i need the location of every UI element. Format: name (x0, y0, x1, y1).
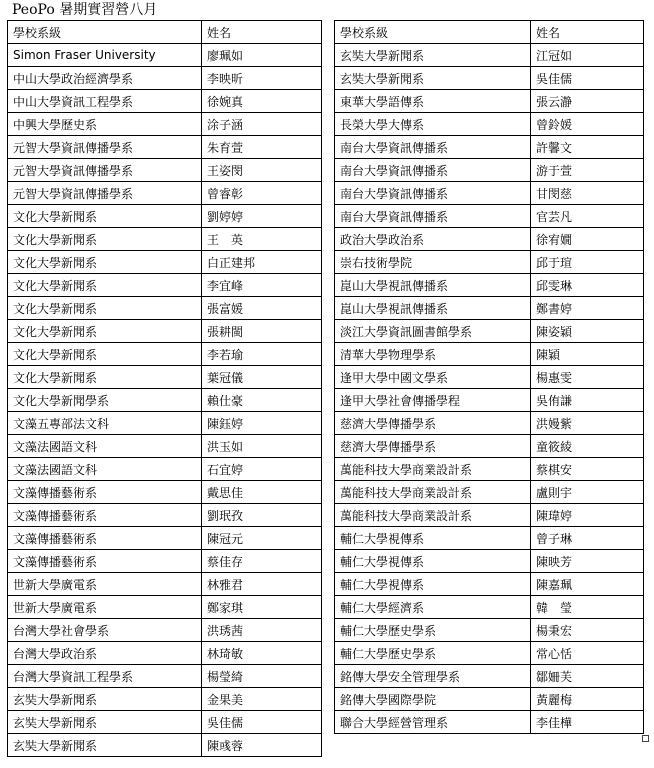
student-name-cell: 常心恬 (531, 642, 644, 665)
student-name-cell: 鄭家琪 (202, 596, 322, 619)
table-row (8, 113, 322, 136)
table-row (335, 297, 644, 320)
school-department-cell: 慈濟大學傳播學系 (335, 412, 531, 435)
left-roster-body (8, 21, 322, 757)
table-row (335, 711, 644, 734)
school-department-cell: 文化大學新聞系 (8, 320, 202, 343)
header-school-department: 學校系級 (8, 21, 202, 44)
school-department-cell: Simon Fraser University (8, 44, 202, 67)
school-department-cell: 南台大學資訊傳播系 (335, 136, 531, 159)
school-department-cell: 萬能科技大學商業設計系 (335, 481, 531, 504)
student-name-cell: 鄭書婷 (531, 297, 644, 320)
student-name-cell: 陳映芳 (531, 550, 644, 573)
school-department-cell: 輔仁大學經濟系 (335, 596, 531, 619)
student-name-cell: 李映昕 (202, 67, 322, 90)
school-department-cell: 台灣大學政治系 (8, 642, 202, 665)
student-name-cell: 王姿閔 (202, 159, 322, 182)
table-row (8, 159, 322, 182)
school-department-cell: 世新大學廣電系 (8, 596, 202, 619)
table-row (8, 136, 322, 159)
school-department-cell: 玄奘大學新聞系 (8, 688, 202, 711)
student-name-cell: 官芸凡 (531, 205, 644, 228)
school-department-cell: 萬能科技大學商業設計系 (335, 504, 531, 527)
school-department-cell: 文藻法國語文科 (8, 435, 202, 458)
school-department-cell: 文化大學新聞系 (8, 205, 202, 228)
student-name-cell: 洪玉如 (202, 435, 322, 458)
school-department-cell: 玄奘大學新聞系 (8, 711, 202, 734)
table-row (8, 688, 322, 711)
student-name-cell: 蔡佳存 (202, 550, 322, 573)
student-name-cell: 廖珮如 (202, 44, 322, 67)
table-row (8, 573, 322, 596)
table-row (8, 182, 322, 205)
header-name: 姓名 (202, 21, 322, 44)
table-row (335, 435, 644, 458)
student-name-cell: 曾子琳 (531, 527, 644, 550)
school-department-cell: 玄奘大學新聞系 (335, 67, 531, 90)
table-row (335, 343, 644, 366)
student-name-cell: 韓 瑩 (531, 596, 644, 619)
school-department-cell: 長榮大學大傳系 (335, 113, 531, 136)
table-row (8, 205, 322, 228)
student-name-cell: 邱雯琳 (531, 274, 644, 297)
school-department-cell: 元智大學資訊傳播學系 (8, 159, 202, 182)
student-name-cell: 楊惠雯 (531, 366, 644, 389)
school-department-cell: 崇右技術學院 (335, 251, 531, 274)
student-name-cell: 盧則宇 (531, 481, 644, 504)
student-name-cell: 曾睿彰 (202, 182, 322, 205)
header-name: 姓名 (531, 21, 644, 44)
table-row (335, 389, 644, 412)
table-row (335, 251, 644, 274)
student-name-cell: 李佳樺 (531, 711, 644, 734)
school-department-cell: 清華大學物理學系 (335, 343, 531, 366)
student-name-cell: 楊秉宏 (531, 619, 644, 642)
school-department-cell: 文藻傳播藝術系 (8, 550, 202, 573)
student-name-cell: 吳佳儒 (202, 711, 322, 734)
school-department-cell: 輔仁大學視傳系 (335, 573, 531, 596)
document-title: PeoPo 暑期實習營八月 (12, 2, 158, 18)
table-row (8, 251, 322, 274)
student-name-cell: 陳瑋婷 (531, 504, 644, 527)
student-name-cell: 江冠如 (531, 44, 644, 67)
table-row (8, 366, 322, 389)
student-name-cell: 戴思佳 (202, 481, 322, 504)
table-row (335, 596, 644, 619)
table-row (335, 274, 644, 297)
table-row (8, 619, 322, 642)
school-department-cell: 文藻五專部法文科 (8, 412, 202, 435)
table-row (8, 435, 322, 458)
student-name-cell: 吳侑謙 (531, 389, 644, 412)
table-row (8, 320, 322, 343)
table-row (335, 458, 644, 481)
table-row (335, 412, 644, 435)
school-department-cell: 世新大學廣電系 (8, 573, 202, 596)
table-row (335, 504, 644, 527)
student-name-cell: 陳鈺婷 (202, 412, 322, 435)
table-row (8, 90, 322, 113)
school-department-cell: 輔仁大學視傳系 (335, 527, 531, 550)
table-row (335, 44, 644, 67)
student-name-cell: 童筱綾 (531, 435, 644, 458)
school-department-cell: 文藻法國語文科 (8, 458, 202, 481)
school-department-cell: 文化大學新聞系 (8, 297, 202, 320)
table-row (335, 159, 644, 182)
school-department-cell: 政治大學政治系 (335, 228, 531, 251)
school-department-cell: 玄奘大學新聞系 (8, 734, 202, 757)
table-row (8, 389, 322, 412)
student-name-cell: 王 英 (202, 228, 322, 251)
student-name-cell: 李若瑜 (202, 343, 322, 366)
table-row (335, 366, 644, 389)
school-department-cell: 文化大學新聞系 (8, 366, 202, 389)
student-name-cell: 張富媛 (202, 297, 322, 320)
school-department-cell: 文藻傳播藝術系 (8, 527, 202, 550)
school-department-cell: 文化大學新聞系 (8, 274, 202, 297)
student-name-cell: 鄒姍芙 (531, 665, 644, 688)
school-department-cell: 慈濟大學傳播學系 (335, 435, 531, 458)
student-name-cell: 張耕閩 (202, 320, 322, 343)
student-name-cell: 徐宥嫺 (531, 228, 644, 251)
student-name-cell: 陳彧蓉 (202, 734, 322, 757)
student-name-cell: 涂子涵 (202, 113, 322, 136)
table-row (8, 527, 322, 550)
table-row (335, 642, 644, 665)
table-row (335, 481, 644, 504)
school-department-cell: 文化大學新聞系 (8, 251, 202, 274)
right-roster-body (335, 21, 644, 734)
school-department-cell: 崑山大學視訊傳播系 (335, 297, 531, 320)
table-row (8, 711, 322, 734)
table-row (8, 67, 322, 90)
student-name-cell: 楊瑩綺 (202, 665, 322, 688)
table-row (335, 90, 644, 113)
school-department-cell: 輔仁大學視傳系 (335, 550, 531, 573)
table-row (335, 688, 644, 711)
table-row (335, 67, 644, 90)
student-name-cell: 洪嫚紫 (531, 412, 644, 435)
table-row (335, 228, 644, 251)
table-row (335, 205, 644, 228)
school-department-cell: 中山大學資訊工程學系 (8, 90, 202, 113)
table-row (335, 182, 644, 205)
school-department-cell: 中興大學歷史系 (8, 113, 202, 136)
student-name-cell: 黃麗梅 (531, 688, 644, 711)
student-name-cell: 徐婉真 (202, 90, 322, 113)
school-department-cell: 逢甲大學社會傳播學程 (335, 389, 531, 412)
table-row (8, 734, 322, 757)
school-department-cell: 文化大學新聞系 (8, 343, 202, 366)
student-name-cell: 許馨文 (531, 136, 644, 159)
school-department-cell: 中山大學政治經濟學系 (8, 67, 202, 90)
student-name-cell: 劉婷婷 (202, 205, 322, 228)
student-name-cell: 李宜峰 (202, 274, 322, 297)
student-name-cell: 陳冠元 (202, 527, 322, 550)
school-department-cell: 南台大學資訊傳播系 (335, 205, 531, 228)
student-name-cell: 葉冠儀 (202, 366, 322, 389)
table-row (8, 274, 322, 297)
table-row (8, 550, 322, 573)
table-resize-handle[interactable] (642, 735, 649, 742)
school-department-cell: 東華大學語傳系 (335, 90, 531, 113)
school-department-cell: 文藻傳播藝術系 (8, 504, 202, 527)
student-name-cell: 洪琇茜 (202, 619, 322, 642)
table-header-row (335, 21, 644, 44)
student-name-cell: 白正建邦 (202, 251, 322, 274)
student-name-cell: 陳姿穎 (531, 320, 644, 343)
right-roster-table (334, 20, 644, 734)
student-name-cell: 劉珉孜 (202, 504, 322, 527)
student-name-cell: 金果美 (202, 688, 322, 711)
student-name-cell: 吳佳儒 (531, 67, 644, 90)
student-name-cell: 游于萱 (531, 159, 644, 182)
school-department-cell: 元智大學資訊傳播學系 (8, 182, 202, 205)
school-department-cell: 文藻傳播藝術系 (8, 481, 202, 504)
table-row (8, 228, 322, 251)
table-row (8, 596, 322, 619)
left-roster-table (7, 20, 322, 757)
student-name-cell: 蔡棋安 (531, 458, 644, 481)
table-row (335, 665, 644, 688)
school-department-cell: 台灣大學社會學系 (8, 619, 202, 642)
school-department-cell: 文化大學新聞系 (8, 228, 202, 251)
student-name-cell: 林雅君 (202, 573, 322, 596)
student-name-cell: 曾鈴媛 (531, 113, 644, 136)
school-department-cell: 輔仁大學歷史學系 (335, 642, 531, 665)
school-department-cell: 銘傳大學國際學院 (335, 688, 531, 711)
school-department-cell: 文化大學新聞學系 (8, 389, 202, 412)
table-row (8, 458, 322, 481)
table-row (8, 481, 322, 504)
table-row (335, 527, 644, 550)
student-name-cell: 賴仕豪 (202, 389, 322, 412)
school-department-cell: 南台大學資訊傳播系 (335, 182, 531, 205)
table-row (335, 136, 644, 159)
school-department-cell: 聯合大學經營管理系 (335, 711, 531, 734)
table-row (335, 573, 644, 596)
table-row (335, 619, 644, 642)
student-name-cell: 朱育萱 (202, 136, 322, 159)
student-name-cell: 陳穎 (531, 343, 644, 366)
student-name-cell: 陳嘉珮 (531, 573, 644, 596)
table-row (8, 642, 322, 665)
table-header-row (8, 21, 322, 44)
school-department-cell: 崑山大學視訊傳播系 (335, 274, 531, 297)
school-department-cell: 玄奘大學新聞系 (335, 44, 531, 67)
school-department-cell: 元智大學資訊傳播學系 (8, 136, 202, 159)
table-row (335, 320, 644, 343)
school-department-cell: 銘傳大學安全管理學系 (335, 665, 531, 688)
school-department-cell: 萬能科技大學商業設計系 (335, 458, 531, 481)
header-school-department: 學校系級 (335, 21, 531, 44)
student-name-cell: 邱于瑄 (531, 251, 644, 274)
school-department-cell: 淡江大學資訊圖書館學系 (335, 320, 531, 343)
student-name-cell: 甘閔慈 (531, 182, 644, 205)
school-department-cell: 輔仁大學歷史學系 (335, 619, 531, 642)
school-department-cell: 逢甲大學中國文學系 (335, 366, 531, 389)
table-row (8, 504, 322, 527)
table-row (8, 665, 322, 688)
table-row (8, 412, 322, 435)
table-row (8, 297, 322, 320)
school-department-cell: 台灣大學資訊工程學系 (8, 665, 202, 688)
table-row (335, 550, 644, 573)
student-name-cell: 張云瀞 (531, 90, 644, 113)
school-department-cell: 南台大學資訊傳播系 (335, 159, 531, 182)
table-row (8, 44, 322, 67)
student-name-cell: 林琦敏 (202, 642, 322, 665)
table-row (8, 343, 322, 366)
table-row (335, 113, 644, 136)
student-name-cell: 石宜婷 (202, 458, 322, 481)
